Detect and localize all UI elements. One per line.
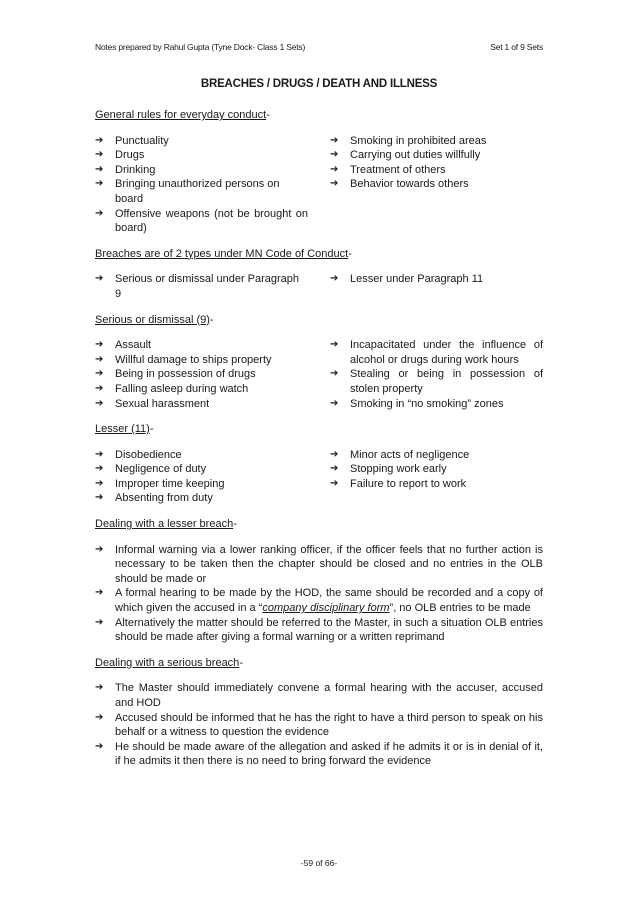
list-item: ➔ Treatment of others: [330, 163, 446, 176]
list-item: [95, 586, 543, 615]
right-arrow-icon: ➔: [95, 543, 104, 555]
types-left-list: [95, 272, 308, 301]
right-arrow-icon: ➔: [95, 397, 104, 409]
general-left-list: [95, 134, 308, 236]
list-item: ➔ He should be made aware of the allegation and asked if he admits it or is in denial of it, if he admits it then there is no need to bring forward the evidence: [95, 740, 543, 768]
general-right-list: [330, 134, 543, 236]
right-arrow-icon: ➔: [95, 353, 104, 365]
right-arrow-icon: ➔: [95, 149, 104, 161]
list-item: ➔ Minor acts of negligence: [330, 448, 470, 461]
heading-suffix: -: [266, 109, 270, 121]
right-arrow-icon: ➔: [330, 149, 339, 161]
page-number: -59 of 66-: [300, 858, 338, 868]
list-item: ➔ Bringing unauthorized persons on board: [95, 178, 280, 205]
right-arrow-icon: ➔: [95, 616, 104, 628]
heading-suffix: -: [239, 656, 243, 669]
right-arrow-icon: ➔: [95, 368, 104, 380]
right-arrow-icon: ➔: [95, 463, 104, 475]
general-heading: General rules for everyday conduct: [95, 109, 267, 121]
company-disciplinary-form-term: company disciplinary form: [262, 602, 390, 615]
right-arrow-icon: ➔: [95, 273, 104, 285]
list-item: ➔ Smoking in “no smoking” zones: [330, 397, 504, 410]
list-item: ➔ Sexual harassment: [95, 397, 210, 410]
lesser-left-list: [95, 448, 308, 506]
serious-heading: Serious or dismissal (9): [95, 313, 210, 326]
list-item: ➔ Lesser under Paragraph 11: [330, 273, 484, 286]
serious-left-list: [95, 338, 308, 411]
dealing-serious-list: [95, 681, 543, 769]
right-arrow-icon: ➔: [95, 339, 104, 351]
heading-suffix: -: [233, 518, 237, 531]
types-right-list: [330, 272, 543, 301]
right-arrow-icon: ➔: [95, 711, 104, 723]
right-arrow-icon: ➔: [330, 178, 339, 190]
right-arrow-icon: ➔: [95, 477, 104, 489]
dealing-lesser-section: [95, 517, 543, 645]
lesser-heading: Lesser (11): [95, 423, 150, 436]
heading-suffix: -: [348, 247, 352, 260]
general-section: [95, 108, 543, 236]
item-text: A formal hearing to be made by the HOD, the same should be recorded and a copy of which given the accused in a “: [115, 587, 543, 615]
dealing-serious-section: [95, 656, 543, 769]
right-arrow-icon: ➔: [95, 682, 104, 694]
list-item: ➔ Stopping work early: [330, 463, 447, 476]
list-item: ➔ Alternatively the matter should be referred to the Master, in such a situation OLB entries should be made after giving a formal warning or a written reprimand: [95, 616, 543, 644]
list-item: ➔ Willful damage to ships property: [95, 353, 272, 366]
list-item: ➔ Incapacitated under the influence of alcohol or drugs during work hours: [330, 339, 543, 366]
right-arrow-icon: ➔: [95, 178, 104, 190]
dealing-lesser-heading: Dealing with a lesser breach: [95, 518, 234, 531]
right-arrow-icon: ➔: [330, 163, 339, 175]
right-arrow-icon: ➔: [95, 448, 104, 460]
right-arrow-icon: ➔: [95, 492, 104, 504]
lesser-section: [95, 422, 543, 506]
header-set: Set 1 of 9 Sets: [490, 42, 543, 52]
list-item: ➔ Improper time keeping: [95, 477, 225, 490]
list-item: ➔ Smoking in prohibited areas: [330, 134, 487, 147]
right-arrow-icon: ➔: [330, 339, 339, 351]
right-arrow-icon: ➔: [95, 163, 104, 175]
list-item: ➔ Negligence of duty: [95, 463, 207, 476]
list-item: ➔ The Master should immediately convene a formal hearing with the accuser, accused and HOD: [95, 682, 543, 709]
list-item: ➔ Being in possession of drugs: [95, 368, 256, 381]
dealing-serious-heading: Dealing with a serious breach: [95, 656, 240, 669]
right-arrow-icon: ➔: [330, 273, 339, 285]
serious-right-list: [330, 338, 543, 411]
list-item: ➔ Failure to report to work: [330, 477, 467, 490]
list-item: ➔ Punctuality: [95, 134, 169, 147]
right-arrow-icon: ➔: [95, 134, 104, 146]
heading-suffix: -: [209, 313, 214, 326]
list-item: ➔ Falling asleep during watch: [95, 382, 249, 395]
list-item: ➔ Behavior towards others: [330, 178, 469, 191]
lesser-right-list: [330, 448, 543, 506]
list-item: ➔ Absenting from duty: [95, 492, 213, 505]
list-item: ➔ Drugs: [95, 149, 145, 162]
right-arrow-icon: ➔: [330, 448, 339, 460]
dealing-lesser-list: [95, 543, 543, 645]
list-item: ➔ Serious or dismissal under Paragraph 9: [95, 273, 300, 300]
page-title: BREACHES / DRUGS / DEATH AND ILLNESS: [200, 78, 438, 90]
list-item: ➔ Assault: [95, 339, 152, 352]
list-item: ➔ Carrying out duties willfully: [330, 149, 481, 162]
right-arrow-icon: ➔: [95, 382, 104, 394]
list-item: ➔ Accused should be informed that he has the right to have a third person to speak on his behalf or a witness to question the evidence: [95, 711, 543, 739]
right-arrow-icon: ➔: [330, 477, 339, 489]
right-arrow-icon: ➔: [95, 587, 104, 599]
right-arrow-icon: ➔: [330, 368, 339, 380]
right-arrow-icon: ➔: [95, 207, 104, 219]
right-arrow-icon: ➔: [330, 134, 339, 146]
types-section: [95, 247, 543, 302]
right-arrow-icon: ➔: [330, 397, 339, 409]
list-item: ➔ Stealing or being in possession of stolen property: [330, 368, 543, 395]
header-author: Notes prepared by Rahul Gupta (Tyne Dock- Class 1 Sets): [95, 42, 306, 52]
right-arrow-icon: ➔: [330, 463, 339, 475]
types-heading: Breaches are of 2 types under MN Code of Conduct: [95, 247, 349, 260]
list-item: ➔ Informal warning via a lower ranking officer, if the officer feels that no further action is necessary to be taken then the chapter should be closed and no entries in the OLB should be made or: [95, 543, 543, 585]
heading-suffix: -: [149, 423, 154, 436]
right-arrow-icon: ➔: [95, 740, 104, 752]
list-item: ➔ Disobedience: [95, 448, 182, 461]
list-item: ➔ Offensive weapons (not be brought on board): [95, 207, 308, 235]
content: [95, 108, 543, 769]
list-item: ➔ Drinking: [95, 163, 156, 176]
serious-section: [95, 313, 543, 412]
item-text: ”, no OLB entries to be made: [389, 602, 531, 615]
